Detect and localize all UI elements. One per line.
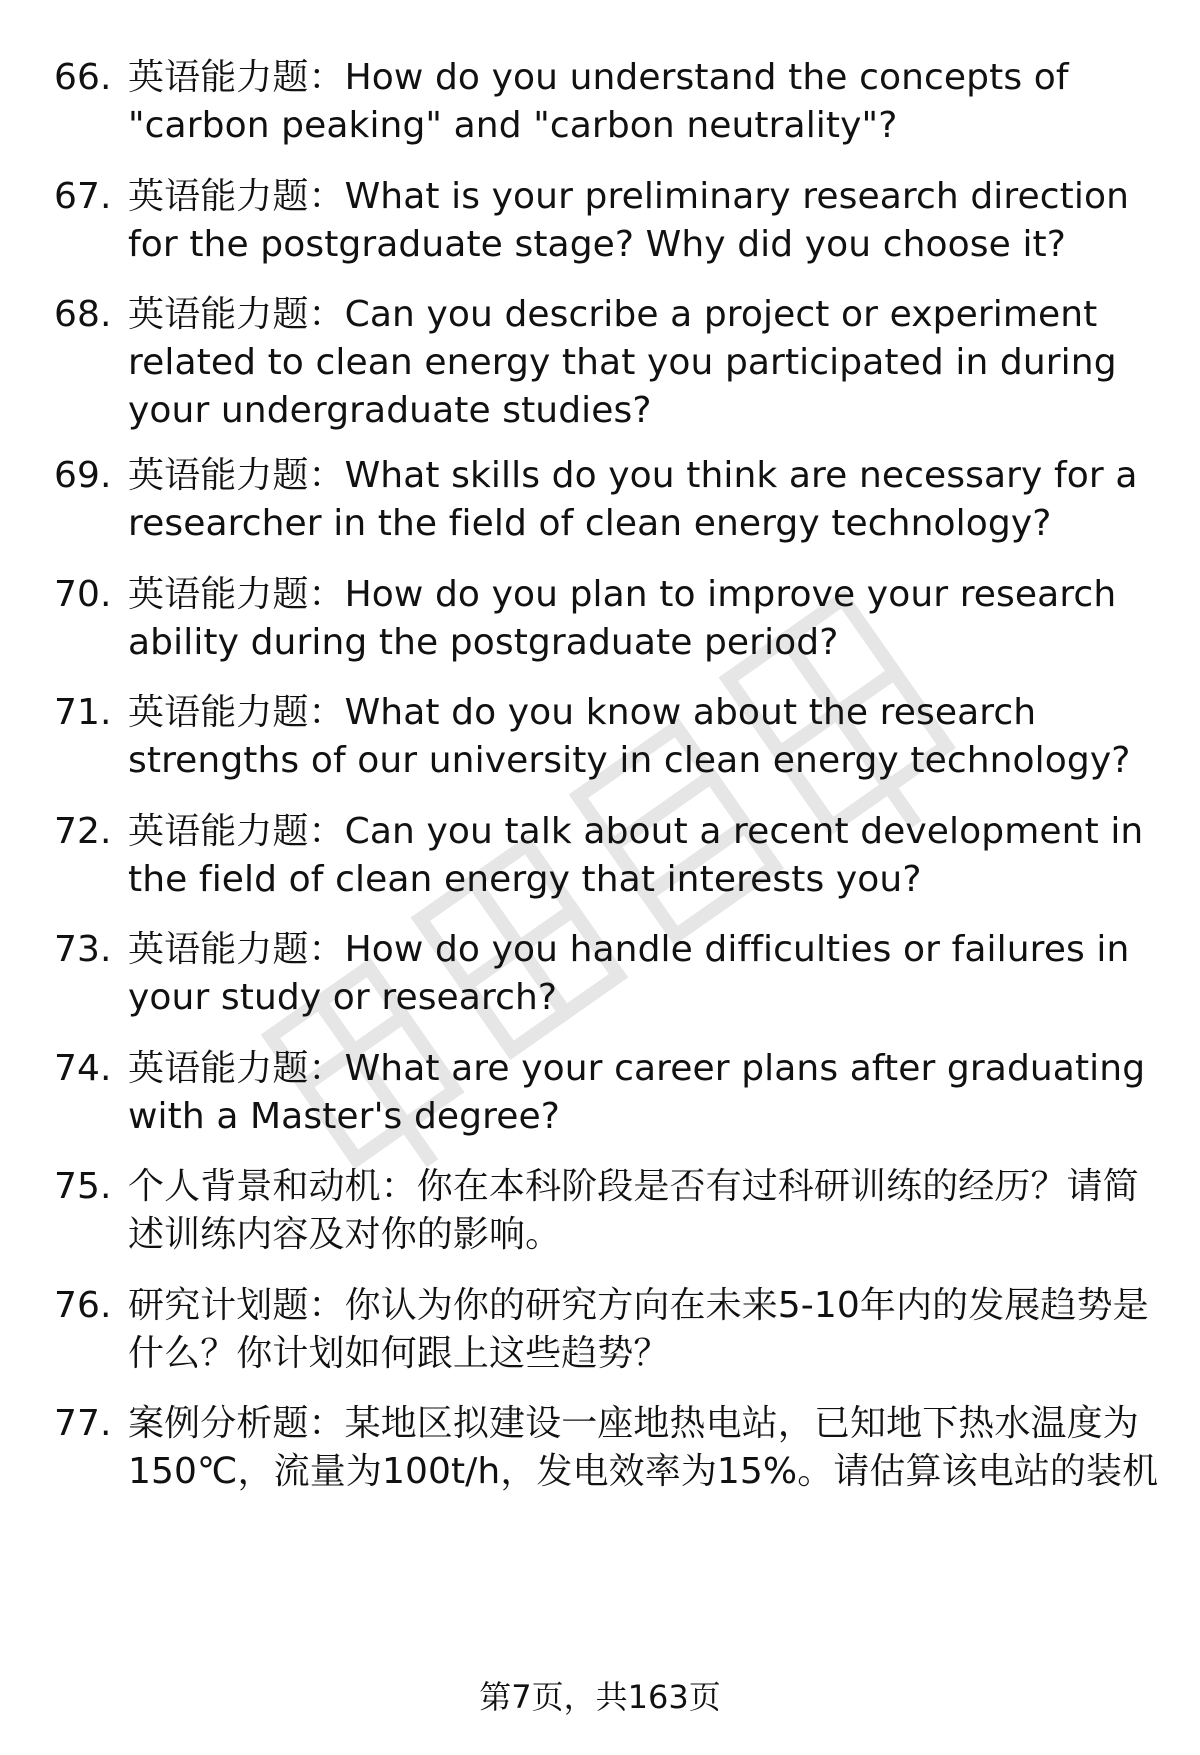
question-item bbox=[54, 1045, 1164, 1141]
question-text: 研究计划题：你认为你的研究方向在未来5-10年内的发展趋势是什么？你计划如何跟上这些趋势？ bbox=[128, 1285, 1149, 1374]
question-item bbox=[54, 291, 1164, 435]
question-item bbox=[54, 571, 1164, 667]
question-item bbox=[54, 808, 1164, 904]
question-item bbox=[54, 54, 1164, 150]
question-number: 70. bbox=[54, 574, 112, 615]
question-text: 英语能力题：How do you understand the concepts of "carbon peaking" and "carbon neutrality"? bbox=[128, 57, 1069, 146]
question-item bbox=[54, 689, 1164, 785]
question-item bbox=[54, 1163, 1164, 1259]
question-item bbox=[54, 926, 1164, 1022]
question-number: 67. bbox=[54, 176, 112, 217]
question-text: 案例分析题：某地区拟建设一座地热电站，已知地下热水温度为150℃，流量为100t/h，发电效率为15%。请估算该电站的装机 bbox=[128, 1403, 1159, 1492]
question-text: 英语能力题：How do you handle difficulties or failures in your study or research? bbox=[128, 929, 1130, 1018]
question-text: 英语能力题：What is your preliminary research direction for the postgraduate stage? Why did you choose it? bbox=[128, 176, 1129, 265]
question-text: 英语能力题：What skills do you think are necessary for a researcher in the field of clean energy technology? bbox=[128, 455, 1138, 544]
question-number: 71. bbox=[54, 692, 112, 733]
question-number: 72. bbox=[54, 811, 112, 852]
question-text: 英语能力题：How do you plan to improve your research ability during the postgraduate period? bbox=[128, 574, 1117, 663]
question-number: 74. bbox=[54, 1048, 112, 1089]
question-item bbox=[54, 452, 1164, 548]
question-number: 77. bbox=[54, 1403, 112, 1444]
question-text: 英语能力题：What do you know about the research strengths of our university in clean energy technology? bbox=[128, 692, 1131, 781]
page-footer: 第7页，共163页 bbox=[479, 1678, 721, 1716]
question-text: 英语能力题：Can you talk about a recent development in the field of clean energy that interests you? bbox=[128, 811, 1144, 900]
question-text: 英语能力题：Can you describe a project or experiment related to clean energy that you participated in during your undergraduate studies? bbox=[128, 294, 1117, 431]
question-text: 英语能力题：What are your career plans after graduating with a Master's degree? bbox=[128, 1048, 1146, 1137]
question-number: 69. bbox=[54, 455, 112, 496]
question-number: 68. bbox=[54, 294, 112, 335]
question-item bbox=[54, 1282, 1164, 1378]
question-number: 76. bbox=[54, 1285, 112, 1326]
question-text: 个人背景和动机：你在本科阶段是否有过科研训练的经历？请简述训练内容及对你的影响。 bbox=[128, 1166, 1139, 1255]
question-number: 73. bbox=[54, 929, 112, 970]
question-number: 75. bbox=[54, 1166, 112, 1207]
question-number: 66. bbox=[54, 57, 112, 98]
question-item bbox=[54, 1400, 1164, 1496]
question-item bbox=[54, 173, 1164, 269]
